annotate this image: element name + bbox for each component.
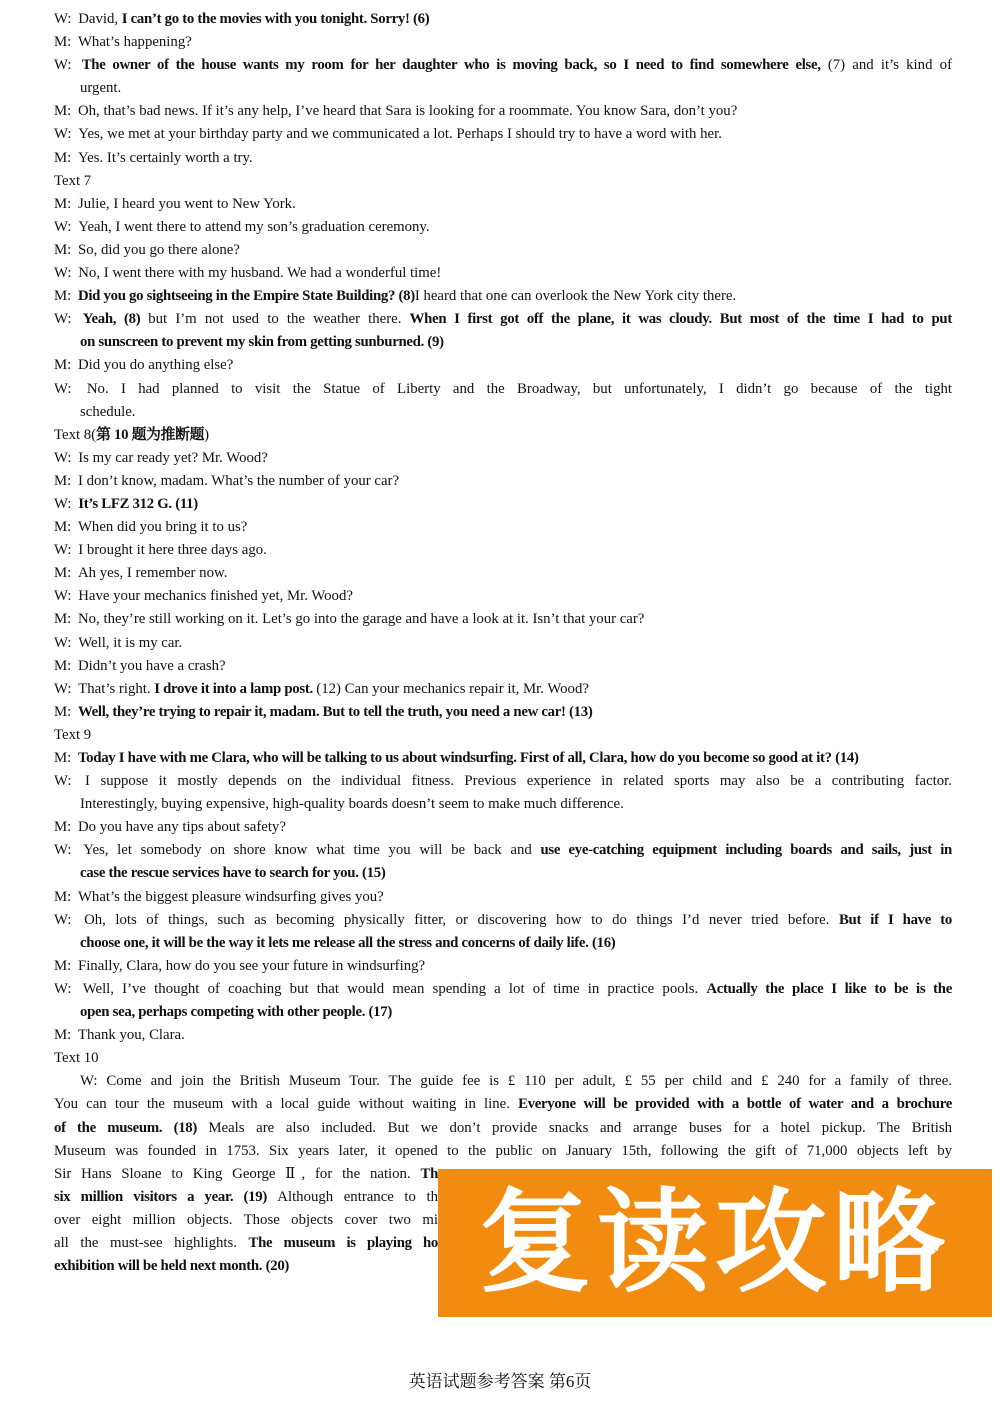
transcript-line (54, 1093, 952, 1116)
transcript-line (54, 1117, 952, 1140)
text-segment: Oh, that’s bad news. If it’s any help, I’ve heard that Sara is looking for a roommate. You know Sara, don’t you? (77, 103, 738, 120)
speaker-label: M: (54, 565, 75, 582)
speaker-label: W: (54, 680, 76, 697)
transcript-line (54, 1001, 952, 1024)
text-segment: No, they’re still working on it. Let’s go into the garage and have a look at it. Isn’t that your car? (77, 611, 645, 628)
speaker-label: W: (54, 588, 76, 605)
text-segment: open sea, perhaps competing with other people. (17) (80, 1004, 393, 1021)
text-segment: I drove it into a lamp post. (154, 680, 317, 697)
text-segment: schedule. (80, 403, 136, 420)
transcript-line (54, 354, 952, 377)
speaker-label: M: (54, 1027, 75, 1044)
text-segment: You can tour the museum with a local guide without waiting in line. (54, 1096, 519, 1113)
transcript-line (54, 770, 952, 793)
text-segment: I can’t go to the movies with you tonight. Sorry! (6) (121, 11, 430, 27)
text-segment: What’s happening? (77, 34, 192, 51)
text-segment: Did you go sightseeing in the Empire State Building? (8) (77, 288, 415, 305)
text-segment: (7) and it’s kind of (820, 57, 952, 74)
text-segment: The owner of the house wants my room for her daughter who is moving back, so I need to find somewhere else, (81, 57, 821, 74)
text-segment: Actually the place I like to be is the (706, 980, 953, 997)
speaker-label: W: (54, 911, 82, 928)
text-segment: of the museum. (18) (54, 1119, 209, 1136)
speaker-label: M: (54, 519, 75, 536)
transcript-line (54, 539, 952, 562)
text-segment: Text 9 (54, 726, 92, 743)
transcript-line (54, 932, 952, 955)
text-segment: I brought it here three days ago. (78, 542, 267, 559)
text-segment: Text 8( (54, 426, 97, 443)
text-segment: choose one, it will be the way it lets me release all the stress and concerns of daily life. (16) (80, 934, 616, 951)
speaker-label: M: (54, 888, 75, 905)
transcript-line (54, 816, 952, 839)
text-segment: David, (78, 11, 122, 27)
watermark-banner (438, 1169, 992, 1317)
text-segment: That’s right. (78, 680, 155, 697)
text-segment: Everyone will be provided with a bottle of water and a brochure (518, 1096, 952, 1113)
speaker-label: W: (54, 11, 76, 27)
text-segment: Julie, I heard you went to New York. (77, 195, 296, 212)
transcript-line (54, 1163, 438, 1186)
transcript-line (54, 655, 952, 678)
text-segment: Yes. It’s certainly worth a try. (77, 149, 253, 166)
transcript-line (54, 308, 952, 331)
text-segment: Yeah, (8) (82, 311, 149, 328)
speaker-label: W: (54, 542, 76, 559)
text-segment: W: Come and join the British Museum Tour. The guide fee is £ 110 per adult, £ 55 per child and £ 240 for a family of three. (80, 1073, 952, 1090)
speaker-label: W: (54, 842, 81, 859)
transcript-line (54, 216, 952, 239)
text-segment: exhibition will be held next month. (20) (54, 1258, 290, 1275)
transcript-line (54, 562, 952, 585)
speaker-label: W: (54, 980, 80, 997)
speaker-label: W: (54, 311, 80, 328)
speaker-label: M: (54, 195, 75, 212)
text-segment: over eight million objects. Those objects cover two mi (54, 1211, 438, 1228)
transcript-line (54, 839, 952, 862)
speaker-label: M: (54, 957, 75, 974)
transcript-line (54, 31, 952, 54)
transcript-line (54, 632, 952, 655)
text-segment: case the rescue services have to search for you. (15) (80, 865, 386, 882)
speaker-label: W: (54, 126, 76, 143)
text-segment: urgent. (80, 80, 122, 97)
text-segment: Th (420, 1165, 438, 1182)
text-segment: Yeah, I went there to attend my son’s graduation ceremony. (78, 218, 430, 235)
speaker-label: M: (54, 241, 75, 258)
text-segment: No. I had planned to visit the Statue of Liberty and the Broadway, but unfortunately, I didn’t go because of the tight (86, 380, 952, 397)
section-heading (54, 1047, 952, 1070)
section-heading (54, 424, 952, 447)
transcript-line (54, 1209, 438, 1232)
transcript-line (54, 978, 952, 1001)
transcript-line (54, 747, 952, 770)
transcript-line (54, 8, 952, 31)
watermark-text: 复读攻略 (479, 1180, 951, 1305)
text-segment: Interestingly, buying expensive, high-quality boards doesn’t seem to make much difference. (80, 796, 624, 813)
speaker-label: W: (54, 449, 76, 466)
speaker-label: M: (54, 703, 75, 720)
text-segment: When did you bring it to us? (77, 519, 248, 536)
transcript-line (54, 862, 952, 885)
transcript-line (54, 378, 952, 401)
transcript-line (54, 585, 952, 608)
transcript-line (54, 909, 952, 932)
speaker-label: M: (54, 288, 75, 305)
text-segment: Sir Hans Sloane to King George Ⅱ, for the nation. (54, 1165, 421, 1182)
transcript-line (54, 331, 952, 354)
text-segment: six million visitors a year. (19) (54, 1188, 278, 1205)
text-segment: Yes, let somebody on shore know what time you will be back and (83, 842, 541, 859)
section-heading (54, 724, 952, 747)
text-segment: The museum is playing ho (248, 1234, 439, 1251)
speaker-label: W: (54, 634, 76, 651)
text-segment: But if I have to (838, 911, 953, 928)
text-segment: Did you do anything else? (77, 357, 234, 374)
transcript (54, 8, 952, 1278)
text-segment: Is my car ready yet? Mr. Wood? (78, 449, 268, 466)
speaker-label: W: (54, 495, 76, 512)
speaker-label: W: (54, 773, 83, 790)
text-segment: It’s LFZ 312 G. (11) (78, 495, 198, 512)
page-footer-text: 英语试题参考答案 第6页 (408, 1372, 592, 1391)
speaker-label: M: (54, 357, 75, 374)
text-segment: 第 10 题为推断题 (96, 426, 205, 443)
text-segment: What’s the biggest pleasure windsurfing gives you? (77, 888, 384, 905)
transcript-line (54, 239, 952, 262)
text-segment: Well, it is my car. (78, 634, 183, 651)
text-segment: I heard that one can overlook the New York city there. (414, 288, 737, 305)
text-segment: When I first got off the plane, it was cloudy. But most of the time I had to put (409, 311, 952, 328)
transcript-line (54, 123, 952, 146)
transcript-line (54, 1140, 952, 1163)
text-segment: Finally, Clara, how do you see your future in windsurfing? (77, 957, 426, 974)
text-segment: Oh, lots of things, such as becoming physically fitter, or discovering how to do things I’d never tried before. (84, 911, 839, 928)
text-segment: Yes, we met at your birthday party and we communicated a lot. Perhaps I should try to have a word with her. (78, 126, 722, 143)
transcript-line (54, 955, 952, 978)
text-segment: use eye-catching equipment including boards and sails, just in (540, 842, 952, 859)
speaker-label: M: (54, 819, 75, 836)
transcript-line (54, 285, 952, 308)
text-segment: but I’m not used to the weather there. (148, 311, 410, 328)
text-segment: Do you have any tips about safety? (77, 819, 286, 836)
transcript-line (54, 447, 952, 470)
speaker-label: W: (54, 218, 76, 235)
section-heading (54, 170, 952, 193)
speaker-label: M: (54, 611, 75, 628)
text-segment: Well, they’re trying to repair it, madam. But to tell the truth, you need a new car! (13) (77, 703, 593, 720)
transcript-line (54, 1024, 952, 1047)
page-footer (0, 1371, 1000, 1393)
transcript-line (54, 1232, 438, 1255)
text-segment: Have your mechanics finished yet, Mr. Wood? (78, 588, 353, 605)
text-segment: So, did you go there alone? (77, 241, 240, 258)
transcript-line (54, 1186, 438, 1209)
transcript-line (54, 701, 952, 724)
transcript-line (54, 793, 952, 816)
text-segment: I suppose it mostly depends on the individual fitness. Previous experience in related sports may also be a contributing factor. (85, 773, 952, 790)
speaker-label: M: (54, 657, 75, 674)
transcript-line (54, 608, 952, 631)
text-segment: Although entrance to th (277, 1188, 439, 1205)
speaker-label: M: (54, 34, 75, 51)
text-segment: Text 7 (54, 172, 92, 189)
text-segment: Well, I’ve thought of coaching but that would mean spending a lot of time in practice pools. (82, 980, 707, 997)
speaker-label: M: (54, 472, 75, 489)
speaker-label: W: (54, 380, 84, 397)
transcript-line (54, 493, 952, 516)
transcript-line (54, 147, 952, 170)
text-segment: Thank you, Clara. (77, 1027, 185, 1044)
text-segment: on sunscreen to prevent my skin from getting sunburned. (9) (80, 334, 444, 351)
transcript-line (54, 77, 952, 100)
transcript-line (54, 516, 952, 539)
transcript-line (54, 470, 952, 493)
text-segment: ) (204, 426, 210, 443)
text-segment: Didn’t you have a crash? (77, 657, 226, 674)
transcript-line (54, 1070, 952, 1093)
text-segment: Meals are also included. But we don’t provide snacks and arrange buses for a hotel pickup. The British (208, 1119, 952, 1136)
transcript-line (54, 401, 952, 424)
text-segment: Museum was founded in 1753. Six years later, it opened to the public on January 15th, following the gift of 71,000 objects left by (54, 1142, 952, 1159)
speaker-label: W: (54, 57, 79, 74)
text-segment: Text 10 (54, 1050, 99, 1067)
transcript-line (54, 886, 952, 909)
text-segment: No, I went there with my husband. We had a wonderful time! (78, 265, 442, 282)
speaker-label: M: (54, 103, 75, 120)
text-segment: (12) Can your mechanics repair it, Mr. Wood? (316, 680, 589, 697)
speaker-label: M: (54, 149, 75, 166)
text-segment: I don’t know, madam. What’s the number of your car? (77, 472, 400, 489)
transcript-line (54, 262, 952, 285)
transcript-line (54, 193, 952, 216)
text-segment: Today I have with me Clara, who will be talking to us about windsurfing. First of all, Clara, how do you become so good at it? (14) (77, 750, 859, 766)
speaker-label: W: (54, 265, 76, 282)
text-segment: Ah yes, I remember now. (77, 565, 228, 582)
text-segment: all the must-see highlights. (54, 1234, 249, 1251)
speaker-label: M: (54, 750, 75, 766)
transcript-line (54, 100, 952, 123)
transcript-line (54, 54, 952, 77)
transcript-line (54, 678, 952, 701)
